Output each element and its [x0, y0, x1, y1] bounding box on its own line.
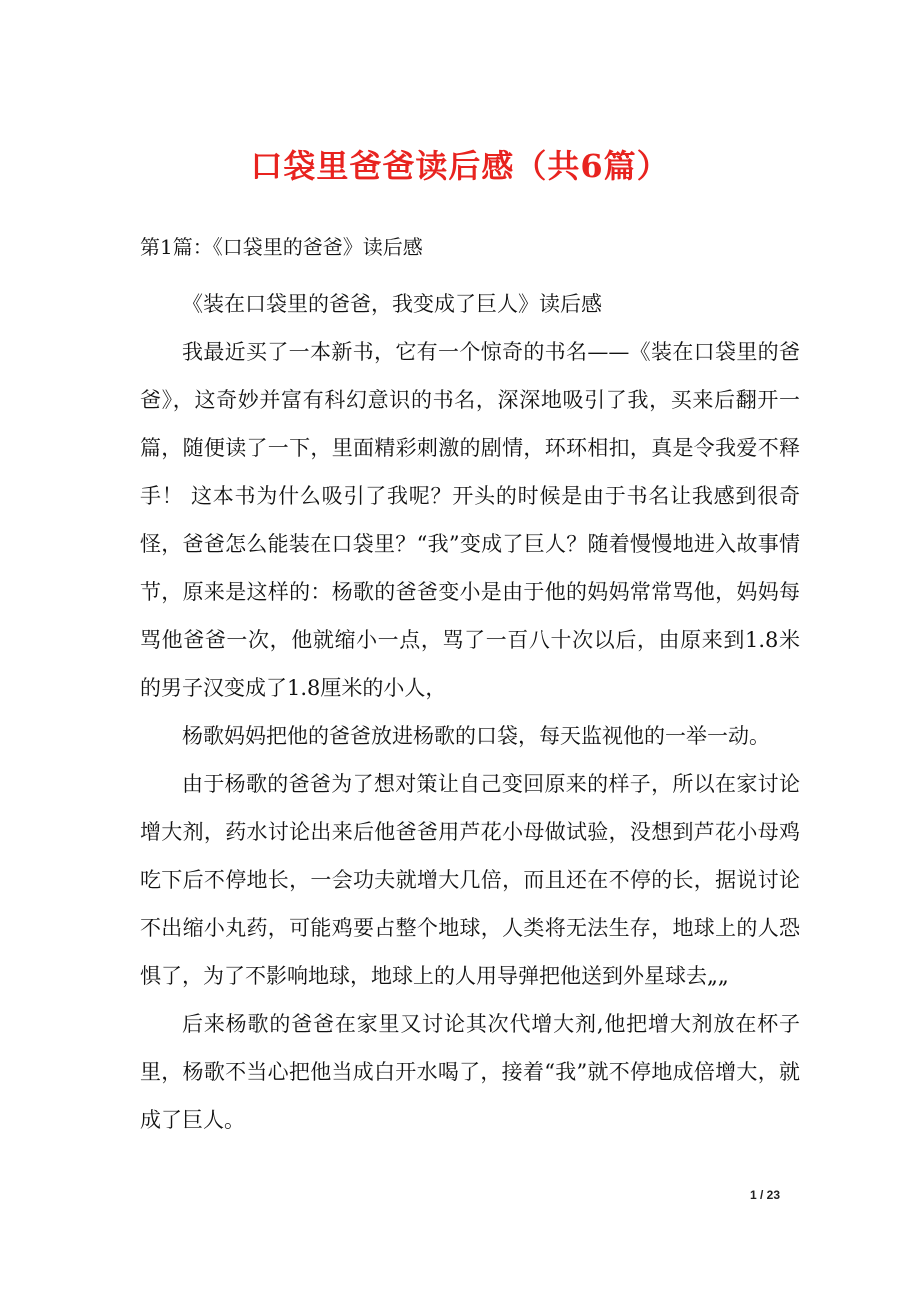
- page-number: 1 / 23: [749, 1188, 780, 1202]
- paragraph-subtitle: 《装在口袋里的爸爸，我变成了巨人》读后感: [182, 292, 602, 316]
- paragraph: 我最近买了一本新书，它有一个惊奇的书名——《装在口袋里的爸爸》，这奇妙并富有科幻意识的书名，深深地吸引了我，买来后翻开一篇，随便读了一下，里面精彩刺激的剧情，环环相扣，真是令我爱不释手！ 这本书为什么吸引了我呢？开头的时候是由于书名让我感到很奇怪，爸爸怎么能装在口袋里？“我”变成了巨人？随着慢慢地进入故事情节，原来是这样的：杨歌的爸爸变小是由于他的妈妈常常骂他，妈妈每骂他爸爸一次，他就缩小一点，骂了一百八十次以后，由原来到1.8米的男子汉变成了1.8厘米的小人，: [140, 340, 800, 700]
- document-title: 口袋里爸爸读后感（共6篇）: [250, 147, 670, 185]
- paragraph: 由于杨歌的爸爸为了想对策让自己变回原来的样子，所以在家讨论增大剂，药水讨论出来后他爸爸用芦花小母做试验，没想到芦花小母鸡吃下后不停地长，一会功夫就增大几倍，而且还在不停的长，据说讨论不出缩小丸药，可能鸡要占整个地球，人类将无法生存，地球上的人恐惧了，为了不影响地球，地球上的人用导弹把他送到外星球去„„: [140, 772, 800, 988]
- paragraph: 后来杨歌的爸爸在家里又讨论其次代增大剂,他把增大剂放在杯子里，杨歌不当心把他当成白开水喝了，接着“我”就不停地成倍增大，就成了巨人。: [140, 1012, 800, 1132]
- section-heading: 第1篇：《口袋里的爸爸》读后感: [140, 235, 423, 259]
- paragraph: 杨歌妈妈把他的爸爸放进杨歌的口袋，每天监视他的一举一动。: [182, 724, 770, 748]
- document-body: [140, 280, 800, 1144]
